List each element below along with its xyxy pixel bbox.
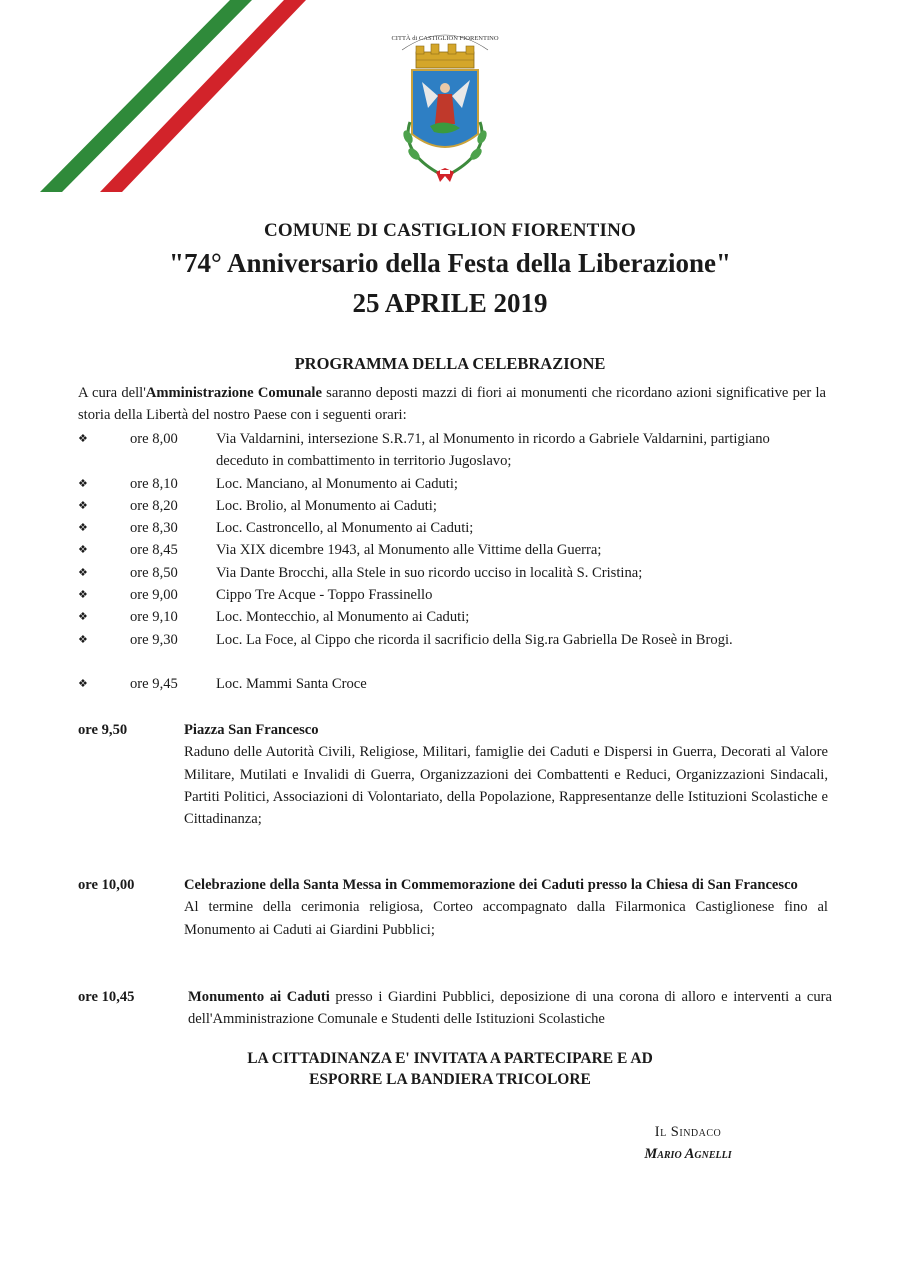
schedule-row <box>78 539 838 561</box>
schedule-row <box>78 606 838 628</box>
schedule-time: ore 8,00 <box>130 431 178 447</box>
municipality-heading: COMUNE DI CASTIGLION FIORENTINO <box>264 220 636 241</box>
diamond-bullet-icon: ❖ <box>78 544 88 557</box>
event-text: presso i Giardini Pubblici, deposizione di una corona di alloro e interventi a cura dell'Amministrazione Comunale e Studenti delle Istituzioni Scolastiche <box>188 989 832 1028</box>
schedule-place: Loc. Manciano, al Monumento ai Caduti; <box>216 475 458 492</box>
intro-prefix: A cura dell' <box>78 385 146 401</box>
event-date: 25 APRILE 2019 <box>352 288 548 318</box>
schedule-place: Via XIX dicembre 1943, al Monumento alle Vittime della Guerra; <box>216 542 602 559</box>
event-heading: Monumento ai Caduti <box>188 989 330 1005</box>
event-body <box>188 986 832 1031</box>
schedule-time: ore 8,20 <box>130 497 178 514</box>
event-text: Al termine della cerimonia religiosa, Corteo accompagnato dalla Filarmonica Castiglionese fino al Monumento ai Caduti ai Giardini Pubblici; <box>184 899 828 938</box>
diamond-bullet-icon: ❖ <box>78 433 88 445</box>
schedule-time: ore 9,45 <box>130 676 178 693</box>
schedule-place: Loc. Mammi Santa Croce <box>216 676 367 693</box>
schedule-time: ore 9,00 <box>130 587 178 604</box>
signature-name: Mario Agnelli <box>644 1146 732 1162</box>
event-body <box>184 874 828 941</box>
schedule-place: Loc. Castroncello, al Monumento ai Caduti; <box>216 520 474 537</box>
schedule-time: ore 8,30 <box>130 520 178 537</box>
schedule-place: Via Valdarnini, intersezione S.R.71, al Monumento in ricordo a Gabriele Valdarnini, partigiano deceduto in combattimento in territorio Jugoslavo; <box>216 431 770 470</box>
event-body <box>184 719 828 830</box>
tricolour-ribbon <box>0 0 320 200</box>
svg-text:CITTÀ di CASTIGLION FIORENTINO: CITTÀ di CASTIGLION FIORENTINO <box>391 35 499 42</box>
schedule-place: Loc. Brolio, al Monumento ai Caduti; <box>216 497 437 514</box>
schedule-time: ore 9,30 <box>130 631 178 648</box>
schedule-time: ore 8,10 <box>130 475 178 492</box>
event-time: ore 10,45 <box>78 989 135 1005</box>
closing-invitation <box>0 1048 900 1090</box>
schedule-row <box>78 584 838 606</box>
intro-suffix: saranno deposti mazzi di fiori ai monumenti che ricordano azioni significative per la storia della Libertà del nostro Paese con i seguenti orari: <box>78 385 826 423</box>
schedule-time: ore 8,50 <box>130 564 178 581</box>
diamond-bullet-icon: ❖ <box>78 633 88 646</box>
intro-paragraph <box>78 383 826 426</box>
schedule-row <box>78 629 838 674</box>
schedule-time: ore 8,45 <box>130 542 178 559</box>
schedule-time: ore 9,10 <box>130 609 178 626</box>
event-text: Raduno delle Autorità Civili, Religiose, Militari, famiglie dei Caduti e Dispersi in Guerra, Decorati al Valore Militare, Mutilati e Invalidi di Guerra, Organizzazioni dei Combattenti e Reduci, Organizzazioni Sindacali, Partiti Politici, Associazioni di Volontariato, della Popolazione, Rappresentanze delle Istituzioni Scolastiche e Cittadinanza; <box>184 744 828 828</box>
schedule-row <box>78 473 838 495</box>
schedule-place: Cippo Tre Acque - Toppo Frassinello <box>216 587 433 604</box>
closing-line-2: ESPORRE LA BANDIERA TRICOLORE <box>309 1071 591 1088</box>
schedule-row <box>78 673 838 695</box>
schedule-row <box>78 495 838 517</box>
schedule-row <box>78 517 838 539</box>
intro-bold: Amministrazione Comunale <box>145 385 322 401</box>
municipal-crest <box>390 22 500 187</box>
schedule-place: Loc. La Foce, al Cippo che ricorda il sacrificio della Sig.ra Gabriella De Roseè in Brogi. <box>216 631 733 648</box>
signature-role: Il Sindaco <box>654 1124 722 1140</box>
diamond-bullet-icon: ❖ <box>78 611 88 624</box>
diamond-bullet-icon: ❖ <box>78 522 88 535</box>
event-time: ore 9,50 <box>78 722 128 738</box>
event-title: "74° Anniversario della Festa della Liberazione" <box>169 248 731 278</box>
diamond-bullet-icon: ❖ <box>78 589 88 602</box>
programme-heading: PROGRAMMA DELLA CELEBRAZIONE <box>294 354 606 373</box>
schedule-row <box>78 562 838 584</box>
schedule-place: Via Dante Brocchi, alla Stele in suo ricordo ucciso in località S. Cristina; <box>216 564 643 581</box>
wreath-schedule <box>78 428 838 696</box>
closing-line-1: LA CITTADINANZA E' INVITATA A PARTECIPARE E AD <box>247 1050 653 1067</box>
diamond-bullet-icon: ❖ <box>78 477 88 490</box>
event-time: ore 10,00 <box>78 877 135 893</box>
event-heading: Celebrazione della Santa Messa in Commemorazione dei Caduti presso la Chiesa di San Francesco <box>184 877 798 893</box>
schedule-row <box>78 428 838 473</box>
schedule-place: Loc. Montecchio, al Monumento ai Caduti; <box>216 609 470 626</box>
event-heading: Piazza San Francesco <box>184 722 319 738</box>
diamond-bullet-icon: ❖ <box>78 678 88 691</box>
diamond-bullet-icon: ❖ <box>78 499 88 512</box>
diamond-bullet-icon: ❖ <box>78 566 88 579</box>
